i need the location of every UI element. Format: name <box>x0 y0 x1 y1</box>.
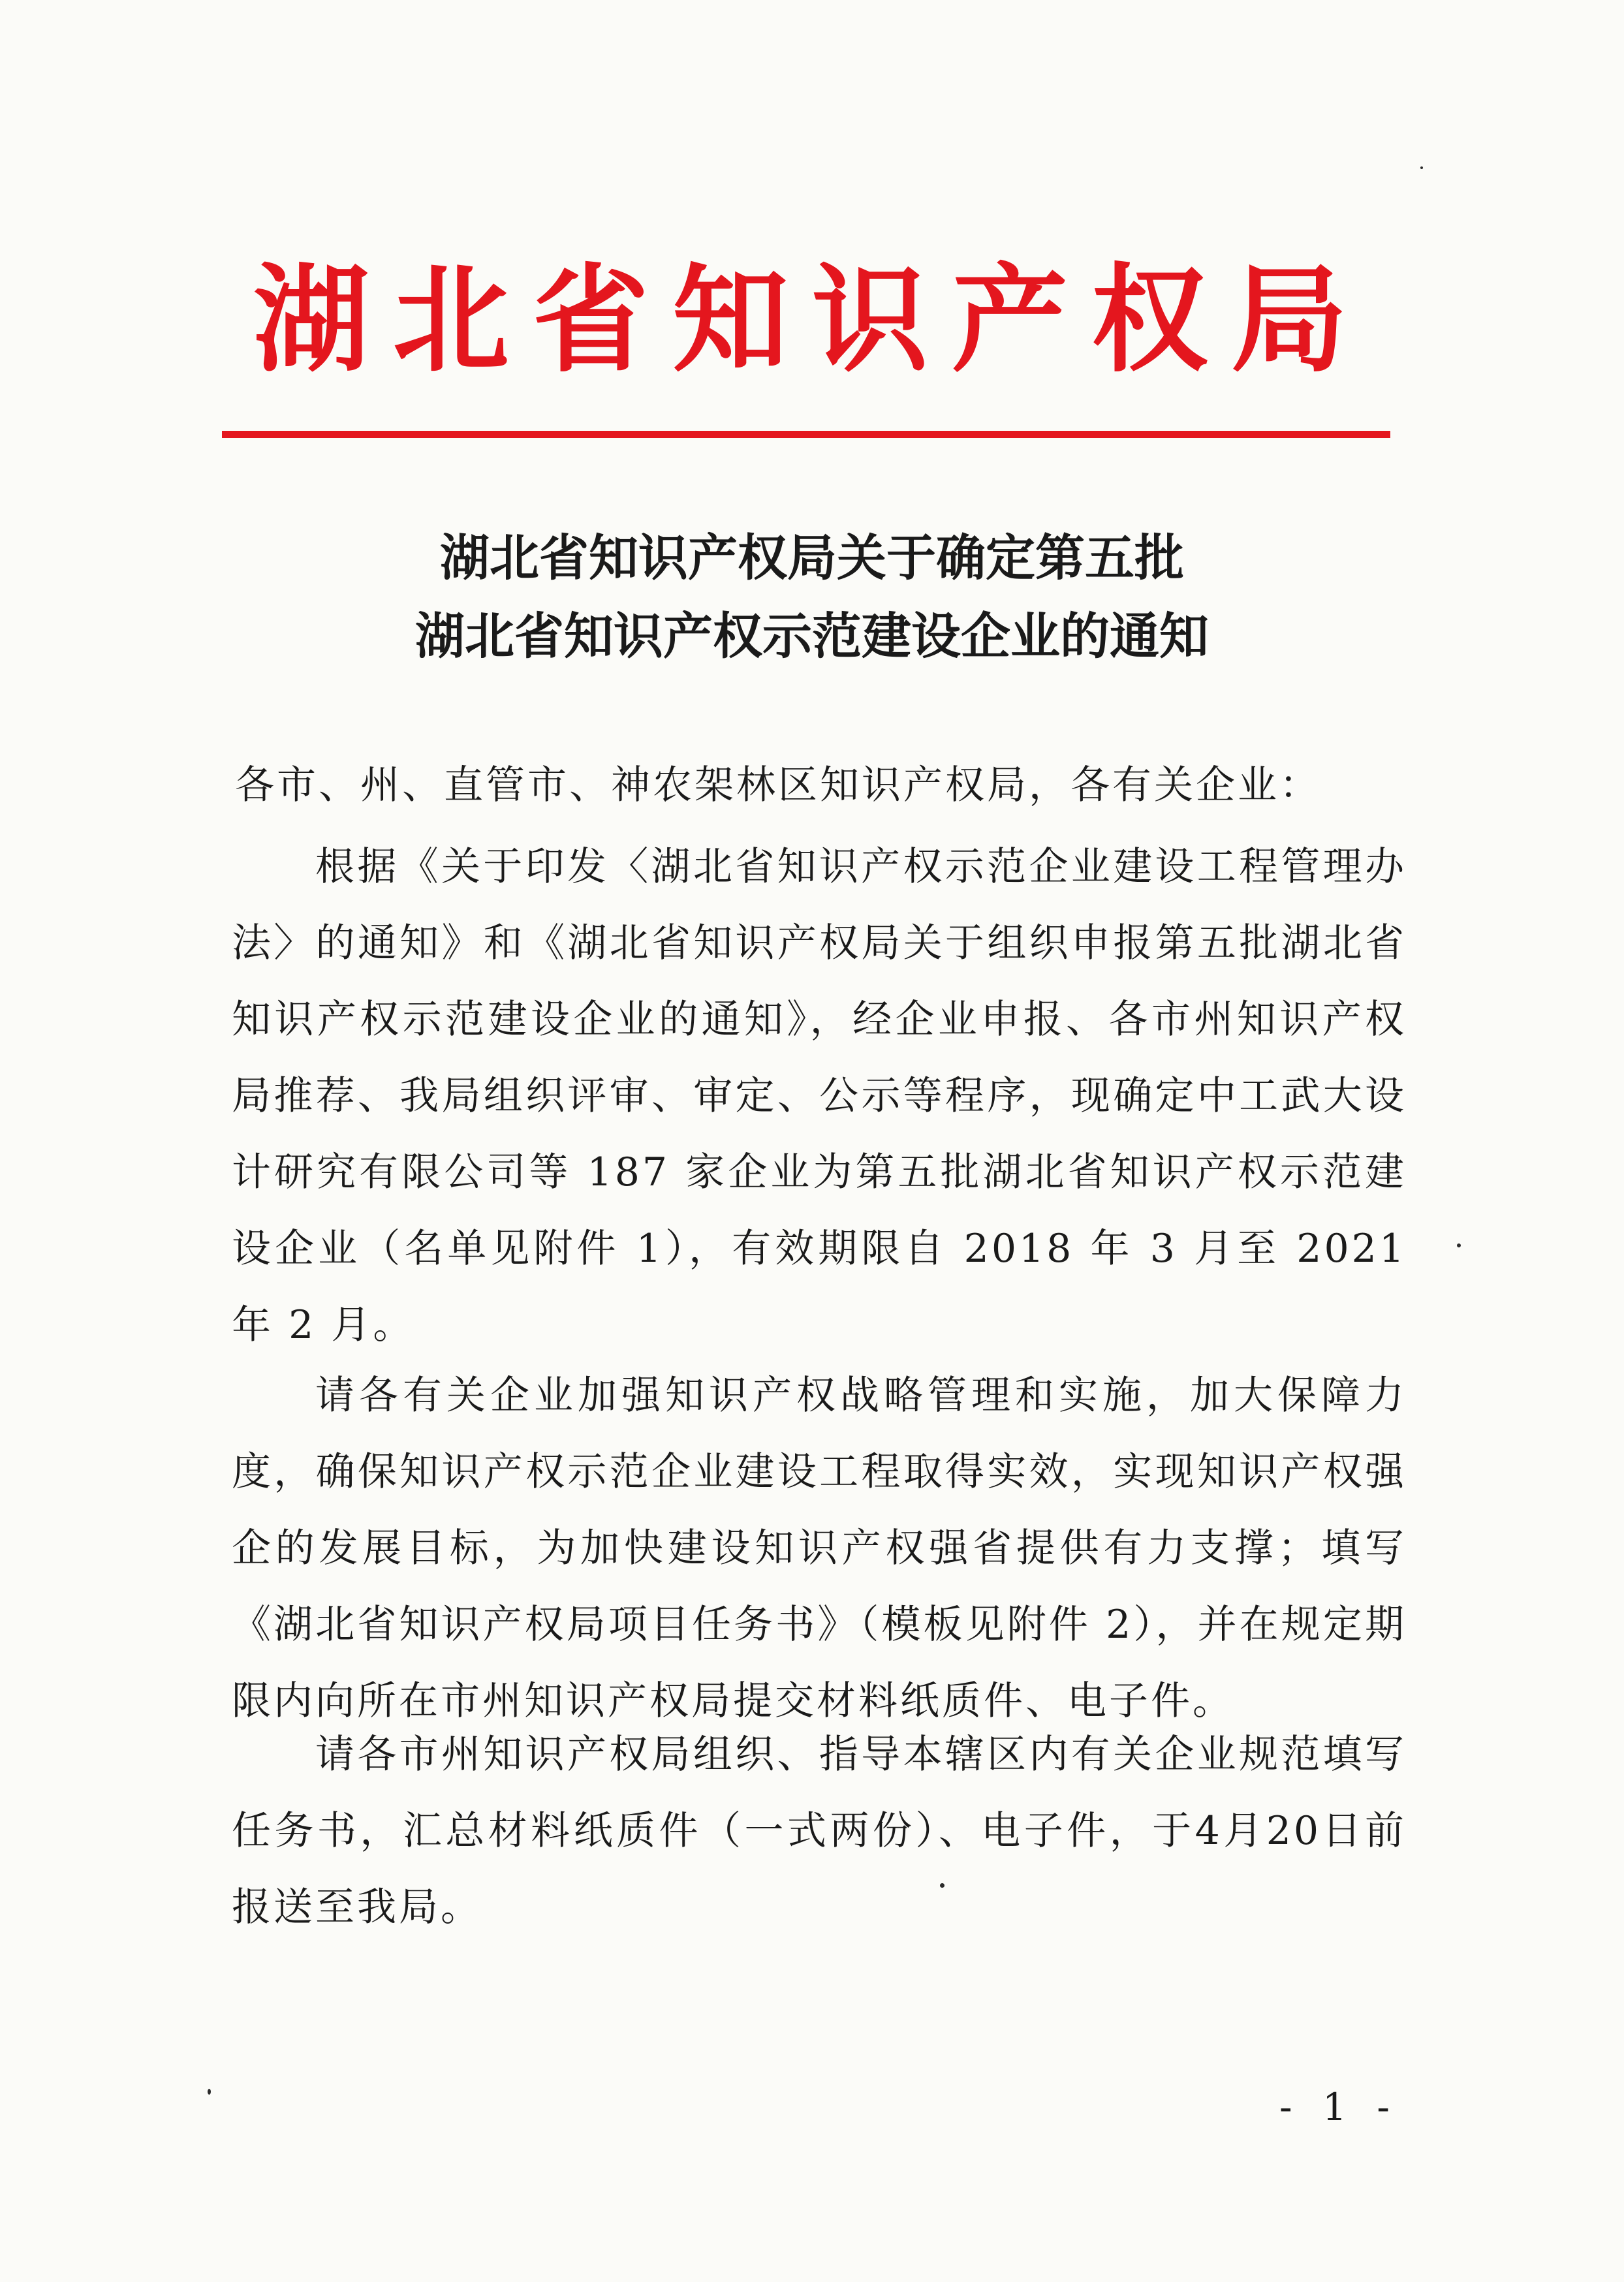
salutation: 各市、州、直管市、神农架林区知识产权局，各有关企业： <box>235 762 1321 808</box>
scan-speck <box>1457 1243 1461 1247</box>
document-title-line-1: 湖北省知识产权局关于确定第五批 <box>440 529 1184 587</box>
scan-speck <box>940 1883 945 1888</box>
body-paragraph-3: 请各市州知识产权局组织、指导本辖区内有关企业规范填写任务书，汇总材料纸质件（一式两份）、电子件，于4月20日前报送至我局。 <box>232 1732 1407 1930</box>
letterhead-red-rule <box>222 431 1390 438</box>
scan-speck <box>1420 166 1423 169</box>
scan-speck <box>208 2089 211 2095</box>
body-paragraph-1: 根据《关于印发〈湖北省知识产权示范企业建设工程管理办法〉的通知》和《湖北省知识产权局关于组织申报第五批湖北省知识产权示范建设企业的通知》，经企业申报、各市州知识产权局推荐、我局组织评审、审定、公示等程序，现确定中工武大设计研究有限公司等 187 家企业为第五批湖北省知识产权示范建设企业（名单见附件 1），有效期限自 2018 年 3 月至 2021 年 2 月。 <box>232 844 1407 1348</box>
document-title-line-2: 湖北省知识产权示范建设企业的通知 <box>415 607 1209 665</box>
letterhead-agency-name: 湖北省知识产权局 <box>253 251 1371 388</box>
body-paragraph-2: 请各有关企业加强知识产权战略管理和实施，加大保障力度，确保知识产权示范企业建设工程取得实效，实现知识产权强企的发展目标，为加快建设知识产权强省提供有力支撑；填写《湖北省知识产权局项目任务书》（模板见附件 2），并在规定期限内向所在市州知识产权局提交材料纸质件、电子件。 <box>232 1373 1407 1724</box>
page-number: - 1 - <box>1279 2085 1399 2129</box>
